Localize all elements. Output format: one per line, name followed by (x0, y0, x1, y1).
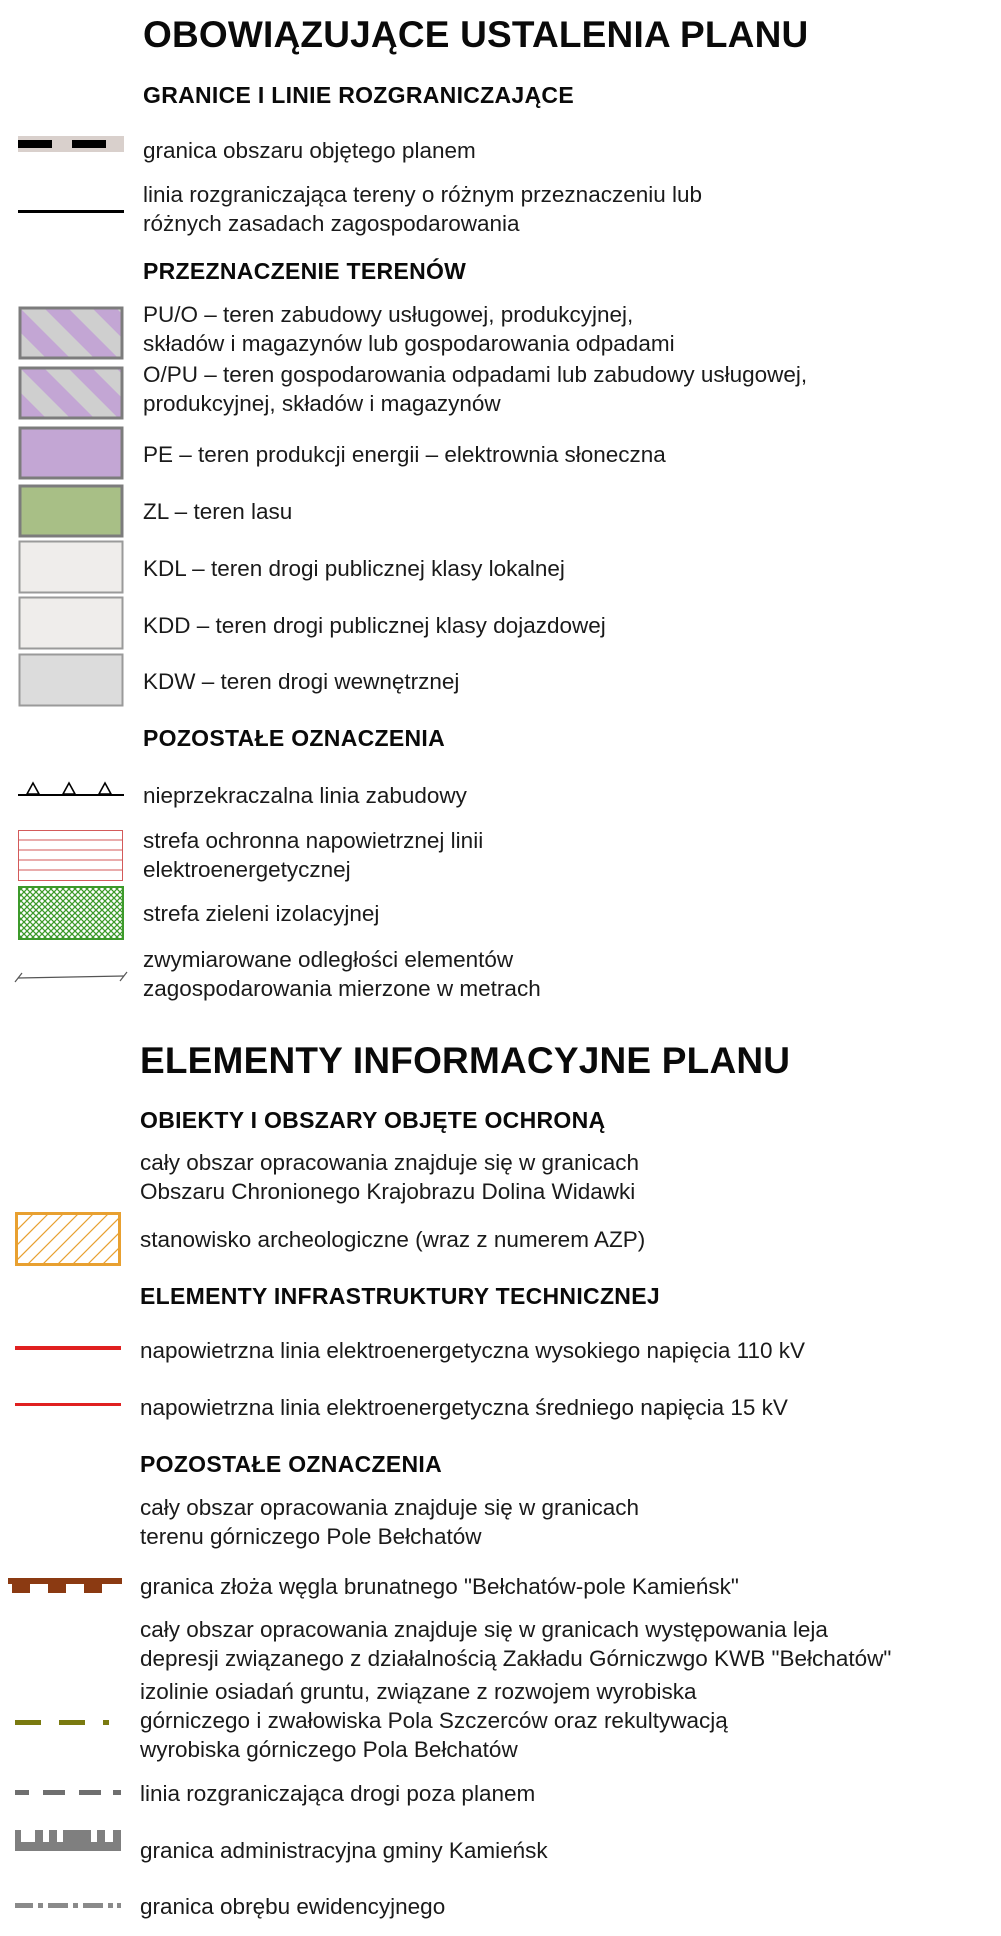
zl-swatch-icon (18, 484, 124, 538)
legend-label: napowietrzna linia elektroenergetyczna średniego napięcia 15 kV (140, 1395, 788, 1420)
legend-label: linia rozgraniczająca drogi poza planem (140, 1781, 536, 1806)
pu-o-swatch-icon (18, 306, 124, 360)
heading-land-use: PRZEZNACZENIE TERENÓW (143, 258, 467, 284)
protected-note: cały obszar opracowania znajduje się w granicach Obszaru Chronionego Krajobrazu Dolina Widawki (140, 1150, 640, 1204)
legend-label: O/PU – teren gospodarowania odpadami lub zabudowy usługowej, produkcyjnej, składów i magazynów (143, 362, 808, 416)
legend-label: PU/O – teren zabudowy usługowej, produkcyjnej, składów i magazynów lub gospodarowania odpadami (143, 302, 675, 356)
legend-label: nieprzekraczalna linia zabudowy (143, 783, 467, 808)
legend-label: strefa zieleni izolacyjnej (143, 901, 380, 926)
legend-label: PE – teren produkcji energii – elektrownia słoneczna (143, 442, 666, 467)
demarcation-line-icon (18, 210, 124, 214)
road-outside-plan-icon (15, 1790, 121, 1796)
admin-boundary-icon (15, 1830, 121, 1852)
heading-boundaries: GRANICE I LINIE ROZGRANICZAJĄCE (143, 82, 574, 108)
kdl-swatch-icon (18, 540, 124, 594)
legend-label: granica obszaru objętego planem (143, 138, 476, 163)
dimension-line-icon (15, 970, 127, 984)
subsidence-isoline-icon (15, 1720, 121, 1726)
plan-boundary-icon (18, 136, 124, 152)
mv-line-icon (15, 1403, 121, 1407)
legend-label: izolinie osiadań gruntu, związane z rozwojem wyrobiska górniczego i zwałowiska Pola Szczerców oraz rekultywacją wyrobiska górniczego Pola Bełchatów (140, 1679, 728, 1762)
section-title-informative: ELEMENTY INFORMACYJNE PLANU (140, 1040, 791, 1081)
legend-label: granica obrębu ewidencyjnego (140, 1894, 446, 1919)
heading-protected: OBIEKTY I OBSZARY OBJĘTE OCHRONĄ (140, 1107, 606, 1133)
legend-label: stanowisko archeologiczne (wraz z numerem AZP) (140, 1227, 646, 1252)
heading-other-1: POZOSTAŁE OZNACZENIA (143, 725, 446, 751)
cadastral-boundary-icon (15, 1903, 121, 1909)
legend-label: zwymiarowane odległości elementów zagospodarowania mierzone w metrach (143, 947, 541, 1001)
legend-label: granica złoża węgla brunatnego "Bełchatów-pole Kamieńsk" (140, 1574, 739, 1599)
legend-label: KDL – teren drogi publicznej klasy lokalnej (143, 556, 565, 581)
lignite-deposit-icon (8, 1578, 122, 1594)
mining-area-note: cały obszar opracowania znajduje się w granicach terenu górniczego Pole Bełchatów (140, 1495, 640, 1549)
legend-label: napowietrzna linia elektroenergetyczna wysokiego napięcia 110 kV (140, 1338, 805, 1363)
kdd-swatch-icon (18, 596, 124, 650)
legend-label: granica administracyjna gminy Kamieńsk (140, 1838, 548, 1863)
legend-label: strefa ochronna napowietrznej linii elektroenergetycznej (143, 828, 484, 882)
power-line-zone-icon (18, 830, 124, 882)
section-title-binding: OBOWIĄZUJĄCE USTALENIA PLANU (143, 14, 809, 55)
o-pu-swatch-icon (18, 366, 124, 420)
building-line-icon (18, 778, 124, 798)
legend-label: ZL – teren lasu (143, 499, 293, 524)
kdw-swatch-icon (18, 653, 124, 707)
legend-label: linia rozgraniczająca tereny o różnym przeznaczeniu lub różnych zasadach zagospodarowania (143, 182, 703, 236)
heading-other-2: POZOSTAŁE OZNACZENIA (140, 1451, 443, 1477)
legend-label: KDD – teren drogi publicznej klasy dojazdowej (143, 613, 606, 638)
pe-swatch-icon (18, 426, 124, 480)
heading-infrastructure: ELEMENTY INFRASTRUKTURY TECHNICZNEJ (140, 1283, 660, 1309)
green-buffer-icon (18, 886, 124, 940)
archaeological-site-icon (15, 1212, 121, 1266)
depression-cone-note: cały obszar opracowania znajduje się w granicach występowania leja depresji związanego z działalnością Zakładu Górniczwgo KWB "Bełchatów" (140, 1617, 892, 1671)
hv-line-icon (15, 1346, 121, 1351)
legend-label: KDW – teren drogi wewnętrznej (143, 669, 460, 694)
